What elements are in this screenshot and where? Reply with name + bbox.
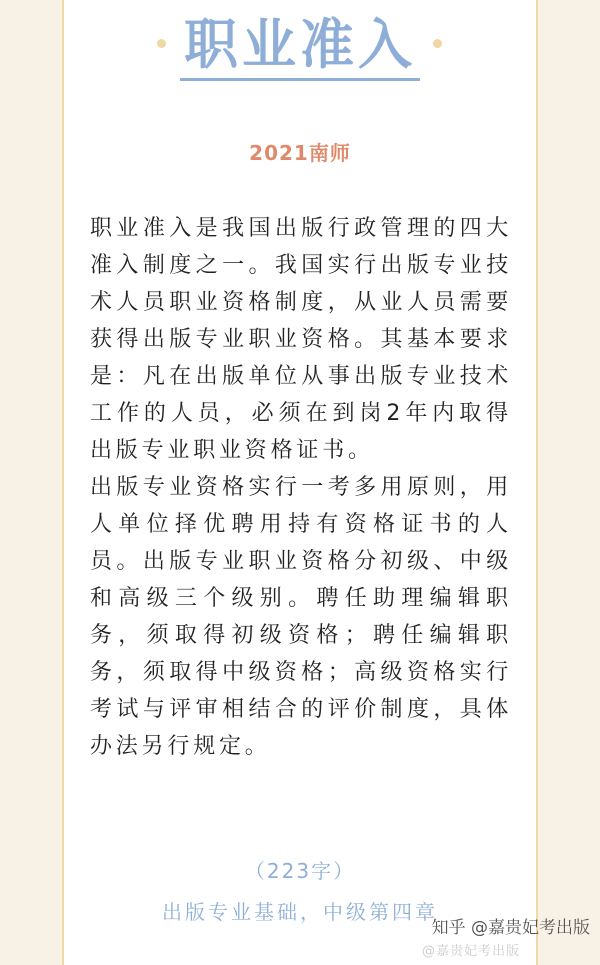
paragraph-1: 职业准入是我国出版行政管理的四大准入制度之一。我国实行出版专业技术人员职业资格制度，从业人员需要获得出版专业职业资格。其基本要求是：凡在出版单位从事出版专业技术工作的人员，必须在到岗2年内取得出版专业职业资格证书。 xyxy=(90,216,512,463)
subtitle: 2021南师 xyxy=(249,141,351,165)
word-count: （223字） xyxy=(244,859,356,883)
body-text xyxy=(90,210,512,765)
page-title-text: 职业准入 xyxy=(180,12,420,81)
page-title xyxy=(0,12,600,81)
paragraph-2: 出版专业资格实行一考多用原则，用人单位择优聘用持有资格证书的人员。出版专业职业资格分初级、中级和高级三个级别。聘任助理编辑职务，须取得初级资格；聘任编辑职务，须取得中级资格；高级资格实行考试与评审相结合的评价制度，具体办法另行规定。 xyxy=(90,475,512,759)
zhihu-watermark: 知乎 @嘉贵妃考出版 xyxy=(431,918,590,938)
source-reference: 出版专业基础，中级第四章 xyxy=(162,900,438,924)
faint-watermark: @嘉贵妃考出版 xyxy=(421,944,520,959)
